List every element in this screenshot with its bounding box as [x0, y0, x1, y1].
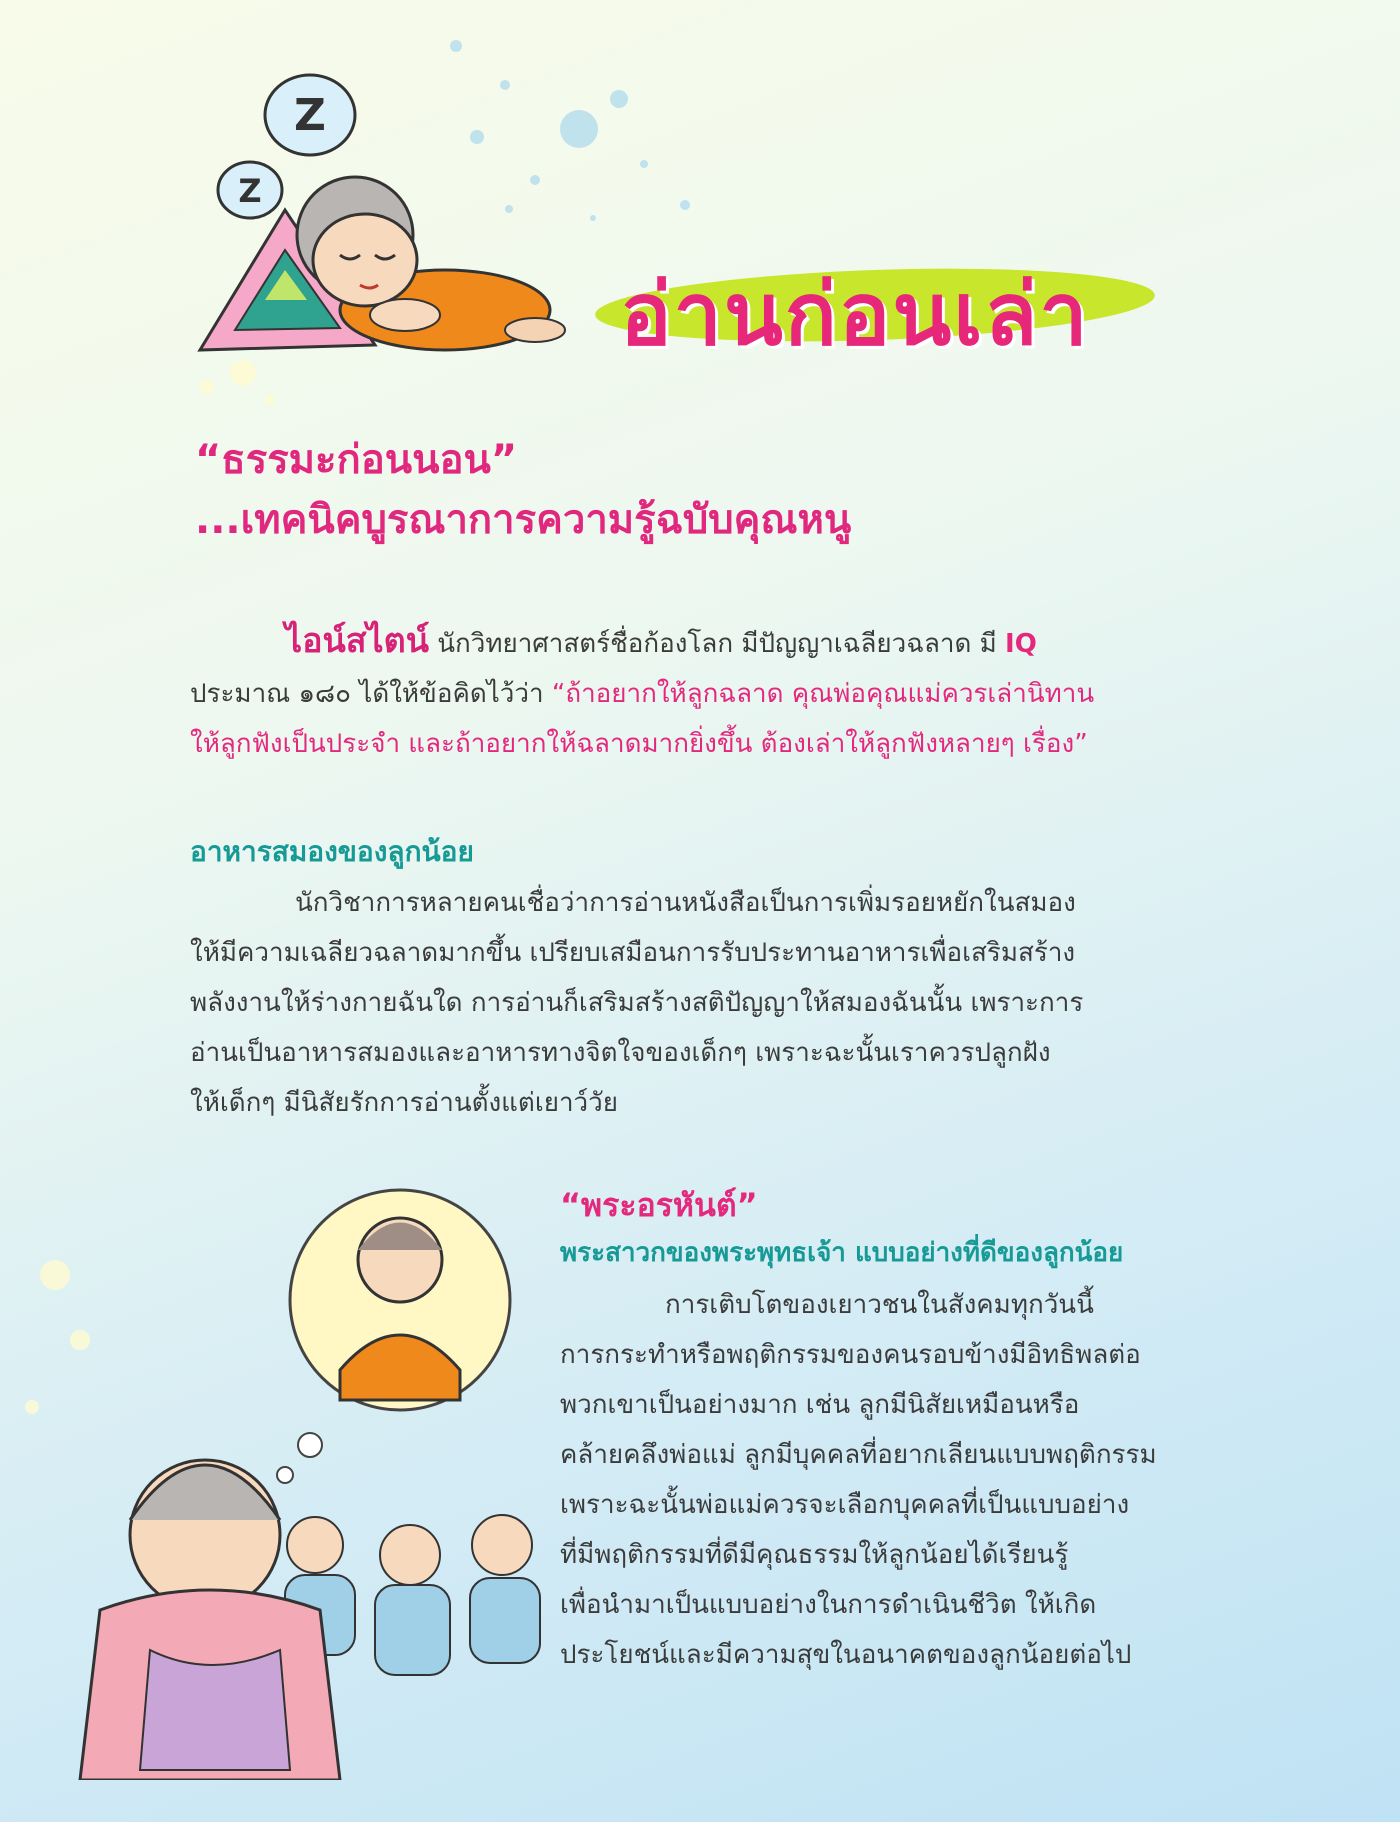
- brain-food-line: ให้เด็กๆ มีนิสัยรักการอ่านตั้งแต่เยาว์วัย: [190, 1088, 618, 1118]
- einstein-paragraph: [190, 616, 1250, 769]
- grandmother-children-illustration: [40, 1180, 570, 1780]
- arhant-paragraph: [560, 1280, 1260, 1680]
- grandmother-figure: [80, 1460, 340, 1780]
- page-title: อ่านก่อนเล่า: [620, 265, 1090, 365]
- arhant-line: ประโยชน์และมีความสุขในอนาคตของลูกน้อยต่อไป: [560, 1640, 1132, 1670]
- intro-heading-line1: “ธรรมะก่อนนอน”: [195, 437, 518, 483]
- arhant-line: การเติบโตของเยาวชนในสังคมทุกวันนี้: [665, 1290, 1094, 1320]
- arhant-line: เพื่อนำมาเป็นแบบอย่างในการดำเนินชีวิต ให้เกิด: [560, 1590, 1097, 1620]
- einstein-quote-b: ให้ลูกฟังเป็นประจำ และถ้าอยากให้ฉลาดมากยิ่งขึ้น ต้องเล่าให้ลูกฟังหลายๆ เรื่อง”: [190, 729, 1088, 759]
- sleep-z-small: Z: [238, 172, 262, 210]
- brain-food-paragraph: [190, 878, 1250, 1128]
- sleep-bubble-small: [218, 162, 282, 218]
- sleeping-monk-illustration: [195, 60, 575, 370]
- einstein-quote-a: “ถ้าอยากให้ลูกฉลาด คุณพ่อคุณแม่ควรเล่านิทาน: [551, 679, 1095, 709]
- brain-food-line: ให้มีความเฉลียวฉลาดมากขึ้น เปรียบเสมือนการรับประทานอาหารเพื่อเสริมสร้าง: [190, 938, 1076, 968]
- arhant-subtitle: พระสาวกของพระพุทธเจ้า แบบอย่างที่ดีของลูกน้อย: [560, 1238, 1124, 1268]
- arhant-title: “พระอรหันต์”: [560, 1186, 758, 1224]
- arhant-line: พวกเขาเป็นอย่างมาก เช่น ลูกมีนิสัยเหมือนหรือ: [560, 1390, 1080, 1420]
- einstein-text-b: ประมาณ ๑๘๐ ได้ให้ข้อคิดไว้ว่า: [190, 679, 552, 709]
- arhant-line: ที่มีพฤติกรรมที่ดีมีคุณธรรมให้ลูกน้อยได้เรียนรู้: [560, 1540, 1069, 1570]
- brain-food-line: นักวิชาการหลายคนเชื่อว่าการอ่านหนังสือเป็นการเพิ่มรอยหยักในสมอง: [295, 888, 1076, 918]
- einstein-name: ไอน์สไตน์: [285, 621, 429, 661]
- brain-food-line: อ่านเป็นอาหารสมองและอาหารทางจิตใจของเด็กๆ เพราะฉะนั้นเราควรปลูกฝัง: [190, 1038, 1051, 1068]
- einstein-line-1: [190, 616, 1250, 669]
- brain-food-heading: อาหารสมองของลูกน้อย: [190, 835, 474, 868]
- brain-food-line: พลังงานให้ร่างกายฉันใด การอ่านก็เสริมสร้างสติปัญญาให้สมองฉันนั้น เพราะการ: [190, 988, 1084, 1018]
- einstein-text-a: นักวิทยาศาสตร์ชื่อก้องโลก มีปัญญาเฉลียวฉลาด มี: [428, 629, 1006, 659]
- sleep-z-large: Z: [294, 90, 326, 141]
- arhant-line: คล้ายคลึงพ่อแม่ ลูกมีบุคคลที่อยากเลียนแบบพฤติกรรม: [560, 1440, 1157, 1470]
- intro-heading: [195, 430, 851, 550]
- arhant-line: เพราะฉะนั้นพ่อแม่ควรจะเลือกบุคคลที่เป็นแบบอย่าง: [560, 1490, 1130, 1520]
- einstein-line-2: [190, 669, 1250, 719]
- thought-bubble: [277, 1190, 510, 1483]
- iq-label: IQ: [1005, 629, 1037, 659]
- arhant-line: การกระทำหรือพฤติกรรมของคนรอบข้างมีอิทธิพลต่อ: [560, 1340, 1141, 1370]
- sleep-bubble-large: [265, 75, 355, 155]
- intro-heading-line2: ...เทคนิคบูรณาการความรู้ฉบับคุณหนู: [195, 497, 852, 543]
